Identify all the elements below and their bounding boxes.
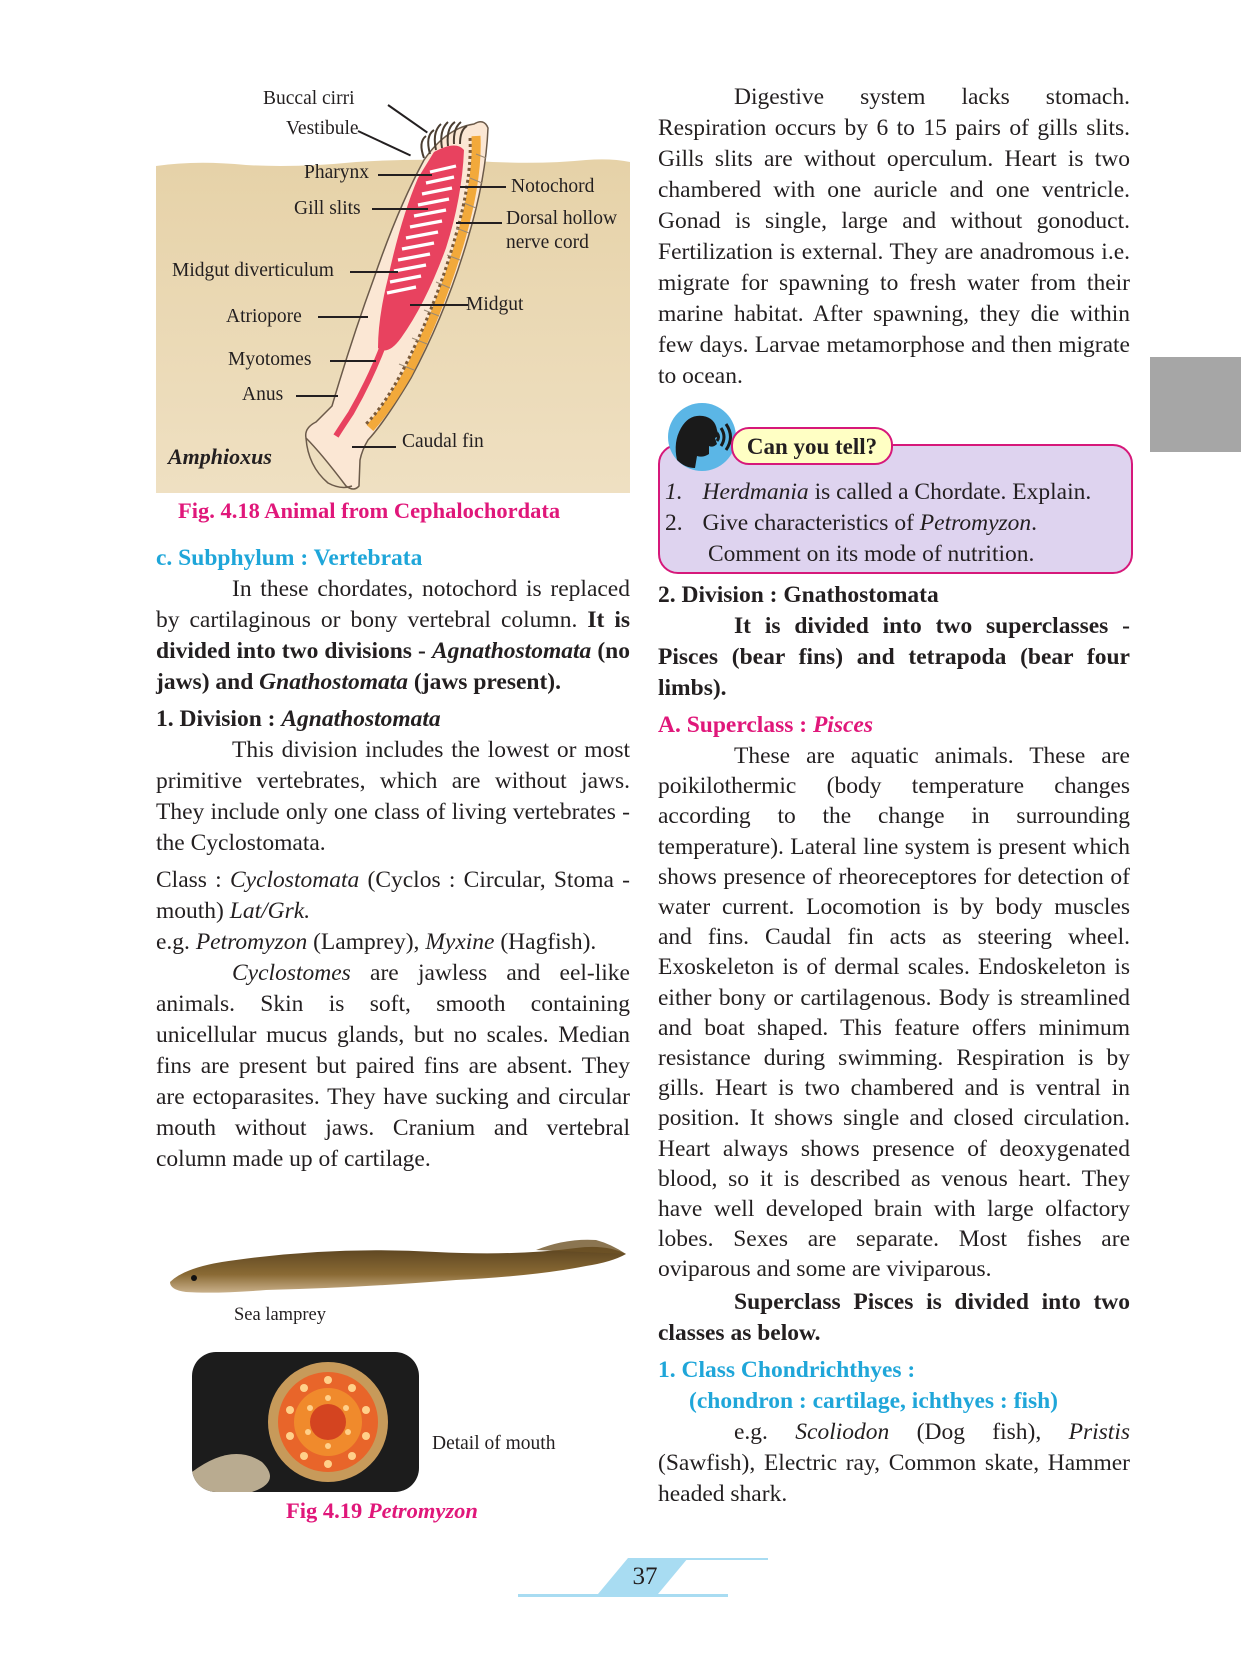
example-cyclostomes	[156, 927, 630, 958]
eg2-pristis: Pristis	[1068, 1418, 1131, 1445]
label-myotomes: Myotomes	[228, 349, 312, 370]
eg2-dogfish: (Dog fish),	[889, 1418, 1069, 1445]
label-detail-of-mouth: Detail of mouth	[432, 1433, 556, 1454]
line-gillslits	[372, 208, 428, 210]
section-gnathostomata	[658, 580, 1130, 1510]
question-1	[665, 477, 1091, 508]
can-you-tell-title: Can you tell?	[731, 427, 893, 465]
figure-4-18-caption: Fig. 4.18 Animal from Cephalochordata	[178, 498, 561, 523]
class-etymology: (Cyclos : Circular, Stoma - mouth)	[156, 867, 630, 924]
vertebrata-paragraph	[156, 574, 630, 698]
label-dorsal-hollow: Dorsal hollow	[506, 208, 618, 229]
heading-subphylum-vertebrata: c. Subphylum : Vertebrata	[156, 545, 423, 571]
line-dorsal	[456, 222, 502, 224]
vert-text-bold-3: (jaws present).	[408, 669, 561, 695]
line-pharynx	[378, 174, 432, 176]
sea-lamprey-image	[156, 1210, 630, 1325]
class-chondrichthyes-heading: 1. Class Chondrichthyes :	[658, 1356, 916, 1383]
division-1-name: Agnathostomata	[281, 706, 441, 732]
eg2-rest: (Sawfish), Electric ray, Common skate, Hammer headed shark.	[658, 1449, 1130, 1507]
label-anus: Anus	[242, 384, 284, 405]
label-pharynx: Pharynx	[304, 162, 369, 183]
vert-text-gnathostomata: Gnathostomata	[259, 669, 409, 695]
line-notochord	[460, 186, 506, 188]
q2-text-pre: Give characteristics of	[702, 510, 920, 536]
label-amphioxus: Amphioxus	[168, 444, 272, 469]
label-nerve-cord: nerve cord	[506, 232, 589, 253]
chondrichthyes-examples	[658, 1417, 1130, 1510]
vert-text-agnathostomata: Agnathostomata	[431, 638, 592, 664]
cyclostomes-text: are jawless and eel-like animals. Skin is soft, smooth containing unicellular mucus glands, but no scales. Median fins are present but paired fins are absent. They are ectoparasites. They have sucking and circular mouth without jaws. Cranium and vertebral column made up of cartilage.	[156, 960, 630, 1172]
figure-sea-lamprey	[156, 1210, 630, 1325]
fig419-caption-italic: Petromyzon	[367, 1498, 478, 1523]
vert-text-plain: In these chordates, notochord is replaced by cartilaginous or bony vertebral column.	[156, 576, 630, 633]
division-1-paragraph: This division includes the lowest or most primitive vertebrates, which are without jaws. They include only one class of living vertebrates - the Cyclostomata.	[156, 737, 630, 856]
eg-myxine: Myxine	[425, 929, 495, 955]
line-midgutdiv	[350, 271, 398, 273]
class-pre: Class :	[156, 867, 230, 893]
division-2-paragraph: It is divided into two superclasses - Pisces (bear fins) and tetrapoda (bear four limbs).	[658, 613, 1130, 701]
chapter-side-tab	[1150, 357, 1241, 452]
figure-lamprey-mouth	[192, 1352, 419, 1492]
cyclostomes-paragraph	[156, 958, 630, 1175]
pisces-paragraph: These are aquatic animals. These are poikilothermic (body temperature changes according to the change in surrounding temperature). Lateral line system is present which shows presence of rheoreceptores for detection of water current. Locomotion is by body muscles and fins. Caudal fin acts as steering wheel. Exoskeleton is of dermal scales. Endoskeleton is either bony or cartilagenous. Body is streamlined and boat shaped. This feature offers minimum resistance during swimming. Respiration is by gills. Heart is two chambered and is ventral in position. It shows single and closed circulation. Heart always shows presence of deoxygenated blood, so it is described as venous heart. They have well developed brain with large olfactory lobes. Sexes are separate. Most fishes are oviparous and some are viviparous.	[658, 743, 1130, 1283]
question-2-line-2: Comment on its mode of nutrition.	[708, 541, 1035, 567]
line-anus	[296, 395, 338, 397]
eg-petromyzon: Petromyzon	[195, 929, 308, 955]
superclass-name: Pisces	[812, 712, 873, 738]
page-number: 37	[632, 1563, 658, 1590]
fig419-caption-pre: Fig 4.19	[286, 1498, 368, 1523]
lamprey-mouth-image	[192, 1352, 419, 1492]
eg-hagfish: (Hagfish).	[494, 929, 597, 955]
label-notochord: Notochord	[511, 176, 595, 197]
figure-4-19-caption	[286, 1497, 478, 1525]
division-2-heading: 2. Division : Gnathostomata	[658, 582, 939, 608]
line-midgut	[410, 304, 468, 306]
label-sea-lamprey: Sea lamprey	[234, 1305, 326, 1325]
cyclostomes-term: Cyclostomes	[232, 960, 351, 986]
section-vertebrata	[156, 574, 630, 1175]
q1-text: is called a Chordate. Explain.	[808, 479, 1092, 505]
class-lat-grk: Lat/Grk.	[229, 898, 311, 924]
figure-amphioxus	[156, 88, 630, 493]
label-vestibule: Vestibule	[286, 118, 359, 139]
line-atriopore	[318, 316, 368, 318]
division-1-heading	[156, 704, 630, 735]
speaking-head-icon	[667, 402, 737, 472]
division-1-label: 1. Division :	[156, 706, 282, 732]
class-chondrichthyes-etymology: (chondron : cartilage, ichthyes : fish)	[689, 1387, 1059, 1414]
q2-number: 2.	[665, 510, 683, 536]
class-name: Cyclostomata	[229, 867, 360, 893]
question-2	[665, 508, 1037, 539]
vert-text-bold-2: (no jaws) and	[156, 638, 630, 695]
label-midgut: Midgut	[466, 294, 524, 315]
q2-period: .	[1031, 510, 1038, 536]
q1-number: 1.	[665, 479, 683, 505]
label-gill-slits: Gill slits	[294, 198, 361, 219]
q1-herdmania: Herdmania	[702, 479, 809, 505]
q2-petromyzon: Petromyzon	[919, 510, 1032, 536]
class-cyclostomata	[156, 865, 630, 927]
superclass-pisces-heading	[658, 710, 1130, 741]
label-midgut-diverticulum: Midgut diverticulum	[172, 260, 334, 281]
superclass-divided-paragraph: Superclass Pisces is divided into two classes as below.	[658, 1288, 1130, 1346]
label-buccal-cirri: Buccal cirri	[263, 88, 355, 109]
eg2-scoliodon: Scoliodon	[795, 1418, 890, 1445]
eg-pre: e.g.	[156, 929, 196, 955]
eg2-pre: e.g.	[734, 1418, 796, 1445]
section-digestive	[658, 82, 1130, 392]
label-atriopore: Atriopore	[226, 306, 302, 327]
eg-lamprey: (Lamprey),	[307, 929, 426, 955]
superclass-label: A. Superclass :	[658, 712, 813, 738]
line-myotomes	[330, 360, 376, 362]
digestive-paragraph: Digestive system lacks stomach. Respiration occurs by 6 to 15 pairs of gills slits. Gills slits are without operculum. Heart is two chambered with one auricle and one ventricle. Gonad is single, large and without gonoduct. Fertilization is external. They are anadromous i.e. migrate for spawning to fresh water from their marine habitat. After spawning, they die within few days. Larvae metamorphose and then migrate to ocean.	[658, 84, 1130, 389]
label-caudal-fin: Caudal fin	[402, 431, 484, 452]
vert-text-bold-1: It is divided into two divisions -	[156, 607, 630, 664]
line-caudal	[352, 446, 396, 448]
